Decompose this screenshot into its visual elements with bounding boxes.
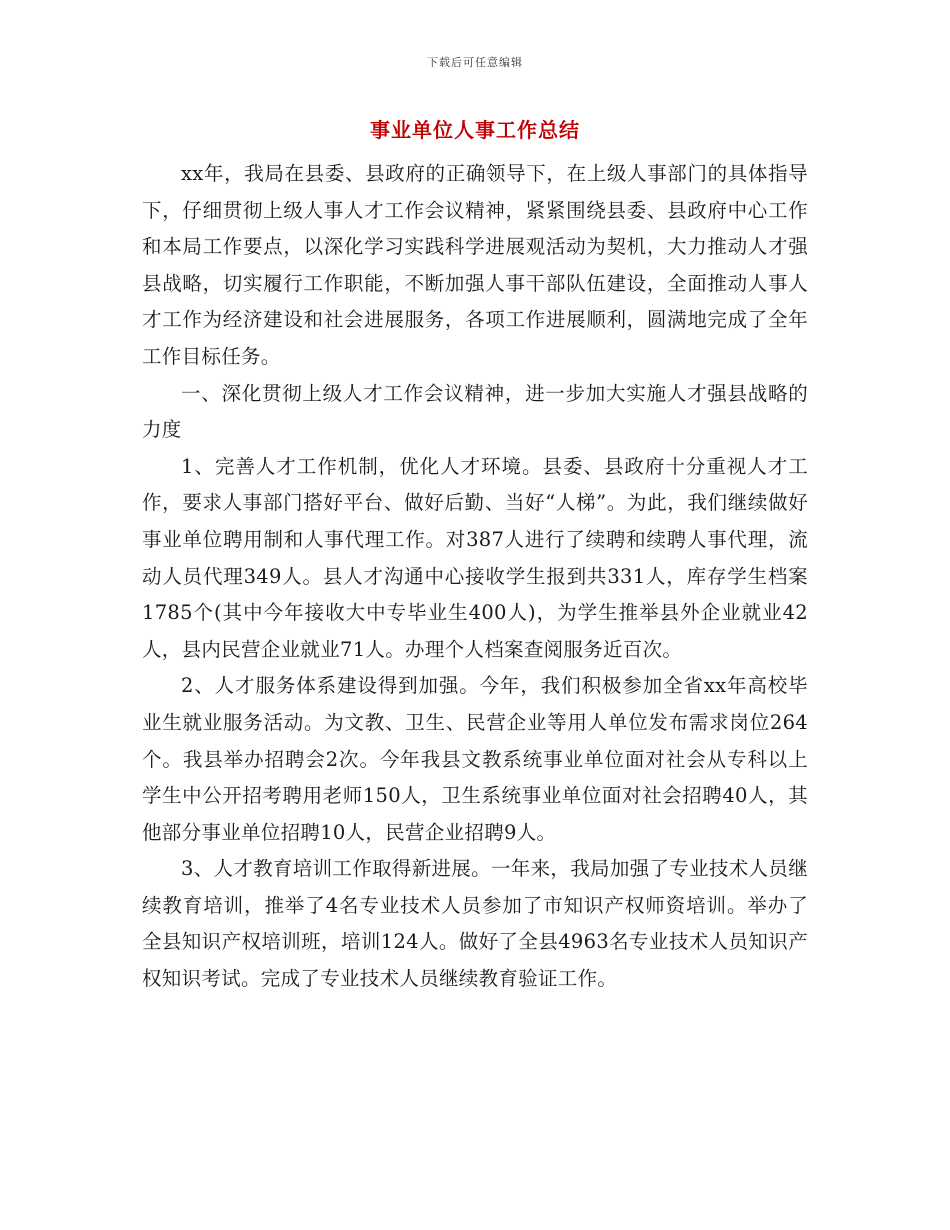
paragraph-item-1: 1、完善人才工作机制，优化人才环境。县委、县政府十分重视人才工作，要求人事部门搭好平台、做好后勤、当好“人梯”。为此，我们继续做好事业单位聘用制和人事代理工作。对387人进行了续聘和续聘人事代理，流动人员代理349人。县人才沟通中心接收学生报到共331人，库存学生档案1785个(其中今年接收大中专毕业生400人)，为学生推举县外企业就业42人，县内民营企业就业71人。办理个人档案查阅服务近百次。 xyxy=(142,454,808,661)
document-title: 事业单位人事工作总结 xyxy=(370,118,580,142)
document-body xyxy=(142,156,808,998)
intro-paragraph: xx年，我局在县委、县政府的正确领导下，在上级人事部门的具体指导下，仔细贯彻上级人事人才工作会议精神，紧紧围绕县委、县政府中心工作和本局工作要点，以深化学习实践科学进展观活动为契机，大力推动人才强县战略，切实履行工作职能，不断加强人事干部队伍建设，全面推动人事人才工作为经济建设和社会进展服务，各项工作进展顺利，圆满地完成了全年工作目标任务。 xyxy=(142,162,808,368)
paragraph-item-2: 2、人才服务体系建设得到加强。今年，我们积极参加全省xx年高校毕业生就业服务活动。为文教、卫生、民营企业等用人单位发布需求岗位264个。我县举办招聘会2次。今年我县文教系统事业单位面对社会从专科以上学生中公开招考聘用老师150人，卫生系统事业单位面对社会招聘40人，其他部分事业单位招聘10人，民营企业招聘9人。 xyxy=(142,674,808,844)
header-note: 下载后可任意编辑 xyxy=(427,56,523,69)
paragraph-item-3: 3、人才教育培训工作取得新进展。一年来，我局加强了专业技术人员继续教育培训，推举了4名专业技术人员参加了市知识产权师资培训。举办了全县知识产权培训班，培训124人。做好了全县4963名专业技术人员知识产权知识考试。完成了专业技术人员继续教育验证工作。 xyxy=(142,857,808,991)
section-heading-1: 一、深化贯彻上级人才工作会议精神，进一步加大实施人才强县战略的力度 xyxy=(142,381,808,442)
